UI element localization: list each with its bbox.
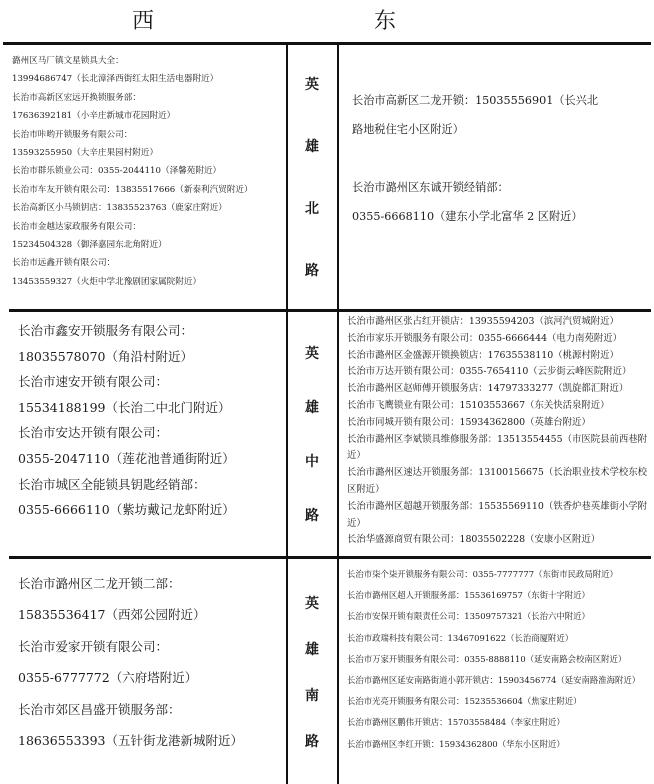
list-item: 长治市柒个柒开锁服务有限公司：0355-7777777（东街市民政局附近） [347,569,618,579]
list-item: 长治市潞州区延安南路街道小郭开锁店：15903456774（延安南路淮海附近） [347,675,641,686]
road-char: 英 [305,346,319,362]
road-char: 中 [305,454,319,470]
west-middle-cell [18,318,284,523]
list-item: 长治市同城开锁有限公司：15934362800（英雄台附近） [347,416,591,428]
list-item: 潞州区马厂镇文星锁具大全： [12,56,124,66]
road-label-middle [288,312,336,556]
list-item: 长治市潞州区鹏伟开锁店：15703558484（李家庄附近） [347,717,565,728]
list-item: 13593255950（大辛庄果园村附近） [12,148,159,159]
east-north-cell [352,86,648,231]
list-item: 长治市潞州区东诚开锁经销部： [352,181,509,194]
list-item: 0355-2047110（莲花池普通街附近） [18,450,235,466]
list-item: 长治高新区小马锁钥店：13835523763（鹿家庄附近） [12,203,227,214]
list-item: 长治市潞州区赵师傅开锁服务店：14797333277（凯旋都汇附近） [347,383,629,395]
list-item: 18035578070（角沿村附近） [18,348,193,364]
list-item: 0355-6777772（六府塔附近） [18,670,198,686]
list-item: 15234504328（御泽嘉园东北角附近） [12,240,167,251]
list-item: 长治市金越达家政服务有限公司： [12,221,141,232]
list-item: 长治市速安开锁有限公司： [18,374,169,390]
list-item: 长治市鑫安开锁服务有限公司： [18,323,194,338]
east-south-cell [347,564,651,755]
list-item: 长治市潞州区超人开锁服务部：15536169757（东街十字附近） [347,590,590,601]
list-item: 长治市潞州区李红开锁：15934362800（华东小区附近） [347,738,565,749]
road-char: 雄 [305,139,319,155]
list-item: 长治市光亮开锁服务有限公司：15235536604（焦家庄附近） [347,696,582,707]
list-item: 长治市潞州区二龙开锁二部： [18,576,181,591]
list-item: 18636553393（五针街龙港新城附近） [18,733,243,749]
list-item: 长治市群乐锁业公司：0355-2044110（泽馨苑附近） [12,166,222,177]
road-char: 英 [305,77,319,93]
list-item: 0355-6666110（紫坊戴记龙虾附近） [18,502,235,518]
list-item: 长治市万家开锁服务有限公司：0355-8888110（延安南路会校南区附近） [347,653,627,664]
list-item: 长治市远鑫开锁有限公司： [12,258,116,269]
road-label-north [288,45,336,309]
list-item: 长治市车友开锁有限公司：13835517666（新泰利汽贸附近） [12,184,253,195]
west-south-cell [18,568,284,756]
list-item: 长治市高新区宏远开换锁服务部： [12,92,141,103]
list-item: 长治市高新区二龙开锁：15035556901（长兴北 [352,94,599,107]
list-item: 长治市潞州区金盛源开锁换锁店：17635538110（桃源村附近） [347,349,619,361]
list-item: 长治市咔哟开锁服务有限公司： [12,129,133,140]
list-item: 长治市爱家开锁有限公司： [18,638,169,654]
list-item: 13994686747（长北漳泽西街红太阳生活电器附近） [12,74,219,85]
list-item: 长治市飞鹰锁业有限公司：15103553667（东关快活泉附近） [347,399,610,411]
list-item [352,144,648,173]
direction-header [0,0,654,42]
road-char: 路 [305,263,319,279]
road-char: 南 [305,687,319,704]
road-label-south [288,559,336,784]
road-char: 路 [305,733,319,750]
list-item: 长治市安达开锁有限公司： [18,425,169,441]
list-item: 17636392181（小辛庄新城市花园附近） [12,111,176,122]
list-item: 长治市家乐开锁服务有限公司：0355-6666444（电力南苑附近） [347,332,623,344]
column-divider-right [337,42,339,784]
list-item: 15835536417（西郊公园附近） [18,607,206,623]
road-char: 路 [305,508,319,524]
list-item: 0355-6668110（建东小学北富华 2 区附近） [352,210,583,223]
list-item: 长治市政瑞科技有限公司：13467091622（长治商厦附近） [347,632,574,643]
list-item: 长治市潞州区张占红开锁店：13935594203（滨河汽贸城附近） [347,316,619,327]
list-item: 长治市城区全能锁具钥匙经销部： [18,476,206,492]
list-item: 长治市安保开锁有限责任公司：13509757321（长治六中附近） [347,611,590,622]
west-heading: 西 [131,9,154,34]
list-item: 长治市潞州区李斌锁具维修服务部：13513554455（市医院县前西巷附近） [347,433,647,462]
east-heading: 东 [373,9,396,34]
east-middle-cell [347,314,651,549]
road-char: 雄 [305,641,319,658]
list-item: 长治市潞州区速达开锁服务部：13100156675（长治职业技术学校东校区附近） [347,467,647,495]
list-item: 长治市郊区昌盛开锁服务部： [18,701,181,717]
list-item: 长治华盛源商贸有限公司：18035502228（安康小区附近） [347,534,601,546]
road-char: 英 [305,595,319,612]
list-item: 长治市万达开锁有限公司：0355-7654110（云步街云峰医院附近） [347,366,632,378]
list-item: 15534188199（长治二中北门附近） [18,399,231,415]
list-item: 13453559327（火炬中学北豫剧团家属院附近） [12,276,202,287]
list-item: 长治市潞州区超越开锁服务部：15535569110（铁香炉巷英雄街小学附近） [347,500,647,529]
west-north-cell [12,52,284,291]
road-char: 雄 [305,400,319,416]
list-item: 路地税住宅小区附近） [352,123,464,136]
road-char: 北 [305,201,319,217]
